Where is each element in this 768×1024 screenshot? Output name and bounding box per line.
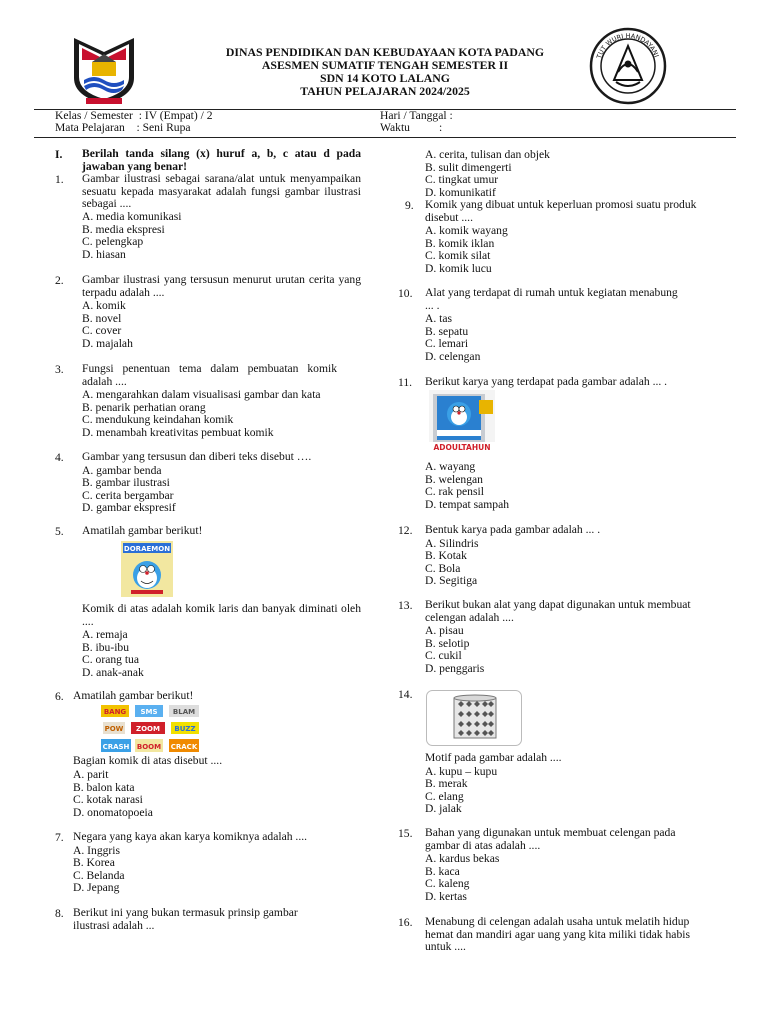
info-divider	[34, 137, 736, 138]
svg-text:SMS: SMS	[140, 708, 158, 716]
svg-text:DORAEMON: DORAEMON	[123, 545, 171, 553]
option-b[interactable]: B. selotip	[425, 636, 470, 650]
option-a[interactable]: A. gambar benda	[82, 463, 162, 477]
option-b[interactable]: B. media ekspresi	[82, 222, 165, 236]
option-c[interactable]: C. lemari	[425, 337, 469, 351]
option-b[interactable]: B. merak	[425, 777, 468, 791]
option-d[interactable]: D. hiasan	[82, 247, 126, 261]
option-a[interactable]: A. Inggris	[73, 843, 121, 857]
option-d[interactable]: D. gambar ekspresif	[82, 501, 176, 515]
option-c[interactable]: C. Bola	[425, 561, 461, 575]
question-text-after-image: Bagian komik di atas disebut ....	[73, 754, 223, 767]
subject: Mata Pelajaran : Seni Rupa	[55, 121, 191, 134]
svg-text:BLAM: BLAM	[172, 708, 196, 716]
option-b[interactable]: B. penarik perhatian orang	[82, 400, 206, 414]
option-c[interactable]: C. tingkat umur	[425, 173, 499, 187]
svg-text:ADOULTAHUN: ADOULTAHUN	[433, 443, 491, 452]
option-a[interactable]: A. wayang	[425, 460, 476, 473]
svg-text:CRASH: CRASH	[102, 743, 130, 751]
option-a[interactable]: A. tas	[425, 312, 453, 325]
option-d[interactable]: D. majalah	[82, 336, 133, 350]
svg-text:BANG: BANG	[103, 708, 127, 716]
question-text-after-image: Motif pada gambar adalah ....	[425, 751, 562, 764]
option-a[interactable]: A. kardus bekas	[425, 852, 500, 865]
comic-onomatopoeia-image	[101, 704, 201, 754]
option-b[interactable]: B. gambar ilustrasi	[82, 476, 170, 490]
option-a[interactable]: A. Silindris	[425, 536, 479, 550]
option-c[interactable]: C. komik silat	[425, 249, 491, 263]
svg-text:BOOM: BOOM	[136, 743, 162, 751]
question-text-after-image: Komik di atas adalah komik laris dan banyak diminati oleh ....	[82, 602, 361, 628]
question-number: 12.	[398, 524, 413, 537]
option-c[interactable]: C. elang	[425, 789, 464, 803]
doraemon-can-piggybank-image	[429, 390, 495, 452]
question-number: 6.	[55, 690, 64, 703]
option-b[interactable]: B. sulit dimengerti	[425, 160, 512, 174]
option-b[interactable]: B. welengan	[425, 472, 483, 486]
question-number: 7.	[55, 831, 64, 844]
question-number: 15.	[398, 827, 413, 840]
question-text: Amatilah gambar berikut!	[73, 689, 194, 702]
option-a[interactable]: A. komik	[82, 299, 126, 312]
section-instruction: Berilah tanda silang (x) huruf a, b, c atau d pada jawaban yang benar!	[82, 147, 361, 173]
option-d[interactable]: D. tempat sampah	[425, 497, 510, 511]
svg-text:CRACK: CRACK	[170, 743, 198, 751]
option-c[interactable]: C. kaleng	[425, 877, 470, 891]
question-number: 16.	[398, 916, 413, 929]
time: Waktu :	[380, 121, 443, 134]
option-c[interactable]: C. cukil	[425, 649, 462, 663]
option-b[interactable]: B. balon kata	[73, 780, 135, 794]
option-d[interactable]: D. Jepang	[73, 881, 120, 895]
option-d[interactable]: D. jalak	[425, 802, 462, 816]
question-number: 2.	[55, 274, 64, 287]
option-b[interactable]: B. kaca	[425, 864, 460, 878]
option-d[interactable]: D. onomatopoeia	[73, 805, 153, 819]
option-b[interactable]: B. komik iklan	[425, 236, 495, 250]
option-c[interactable]: C. Belanda	[73, 868, 125, 882]
option-b[interactable]: B. Korea	[73, 856, 115, 870]
option-b[interactable]: B. novel	[82, 311, 122, 325]
patterned-can-image	[426, 690, 522, 746]
question-text: Gambar ilustrasi yang tersusun menurut urutan cerita yang terpadu adalah ....	[82, 273, 361, 299]
option-c[interactable]: C. cerita bergambar	[82, 488, 174, 502]
question-text: Komik yang dibuat untuk keperluan promosi suatu produk disebut ....	[425, 198, 697, 224]
doraemon-comic-cover-image	[121, 541, 173, 597]
question-text: Fungsi penentuan tema dalam pembuatan komik adalah ....	[82, 362, 337, 388]
option-b[interactable]: B. ibu-ibu	[82, 640, 130, 654]
svg-text:POW: POW	[104, 725, 124, 733]
question-text: Alat yang terdapat di rumah untuk kegiatan menabung ... .	[425, 286, 678, 312]
option-d[interactable]: D. komik lucu	[425, 261, 492, 275]
question-number: 8.	[55, 907, 64, 920]
question-text: Berikut karya yang terdapat pada gambar adalah ... .	[425, 375, 668, 388]
option-d[interactable]: D. penggaris	[425, 661, 485, 675]
option-c[interactable]: C. kotak narasi	[73, 793, 143, 807]
padang-city-emblem-logo	[70, 34, 138, 106]
option-c[interactable]: C. pelengkap	[82, 235, 144, 249]
option-a[interactable]: A. cerita, tulisan dan objek	[425, 148, 550, 161]
svg-text:ZOOM: ZOOM	[136, 725, 160, 733]
question-text: Bentuk karya pada gambar adalah ... .	[425, 523, 601, 536]
option-b[interactable]: B. Kotak	[425, 549, 467, 563]
question-text: Menabung di celengan adalah usaha untuk melatih hidup hemat dan mandiri agar uang yang kita miliki tidak habis untuk ....	[425, 915, 690, 954]
option-d[interactable]: D. anak-anak	[82, 665, 144, 679]
header-year: TAHUN PELAJARAN 2024/2025	[300, 84, 470, 98]
option-d[interactable]: D. celengan	[425, 349, 481, 363]
question-number: 5.	[55, 525, 64, 538]
option-c[interactable]: C. orang tua	[82, 653, 139, 667]
option-d[interactable]: D. komunikatif	[425, 185, 496, 199]
option-a[interactable]: A. remaja	[82, 628, 128, 641]
question-number: 11.	[398, 376, 413, 389]
option-b[interactable]: B. sepatu	[425, 324, 469, 338]
question-number: 10.	[398, 287, 413, 300]
option-a[interactable]: A. media komunikasi	[82, 210, 182, 223]
option-a[interactable]: A. komik wayang	[425, 224, 508, 237]
seal-text: TUT WURI HANDAYANI	[595, 31, 661, 60]
question-number: 13.	[398, 599, 413, 612]
option-d[interactable]: D. Segitiga	[425, 574, 478, 588]
question-number: 1.	[55, 173, 64, 186]
svg-text:BUZZ: BUZZ	[174, 725, 196, 733]
question-text: Bahan yang digunakan untuk membuat celengan pada gambar di atas adalah ....	[425, 826, 676, 852]
class-semester: Kelas / Semester : IV (Empat) / 2	[55, 109, 213, 122]
option-a[interactable]: A. kupu – kupu	[425, 764, 498, 778]
question-text: Amatilah gambar berikut!	[82, 524, 203, 537]
question-number: 4.	[55, 451, 64, 464]
option-c[interactable]: C. rak pensil	[425, 485, 484, 499]
question-number: 9.	[405, 199, 414, 212]
question-text: Negara yang kaya akan karya komiknya adalah ....	[73, 830, 308, 843]
question-text: Berikut bukan alat yang dapat digunakan untuk membuat celengan adalah ....	[425, 598, 691, 624]
question-text: Gambar yang tersusun dan diberi teks disebut ….	[82, 450, 312, 463]
option-c[interactable]: C. mendukung keindahan komik	[82, 413, 234, 427]
header-exam: ASESMEN SUMATIF TENGAH SEMESTER II	[261, 58, 509, 72]
option-a[interactable]: A. pisau	[425, 624, 464, 637]
section-number: I.	[55, 148, 63, 161]
option-a[interactable]: A. mengarahkan dalam visualisasi gambar dan kata	[82, 388, 321, 401]
option-c[interactable]: C. cover	[82, 324, 122, 338]
option-d[interactable]: D. menambah kreativitas pembuat komik	[82, 425, 274, 439]
question-number: 14.	[398, 688, 413, 701]
question-number: 3.	[55, 363, 64, 376]
question-text: Gambar ilustrasi sebagai sarana/alat untuk menyampaikan sesuatu kepada masyarakat adalah fungsi gambar ilustrasi sebagai ....	[82, 172, 361, 211]
header-school: SDN 14 KOTO LALANG	[320, 71, 450, 85]
option-d[interactable]: D. kertas	[425, 889, 467, 903]
question-text: Berikut ini yang bukan termasuk prinsip gambar ilustrasi adalah ...	[73, 906, 298, 932]
day-date: Hari / Tanggal :	[380, 109, 453, 122]
option-a[interactable]: A. parit	[73, 768, 109, 781]
header-office: DINAS PENDIDIKAN DAN KEBUDAYAAN KOTA PADANG	[225, 45, 545, 59]
